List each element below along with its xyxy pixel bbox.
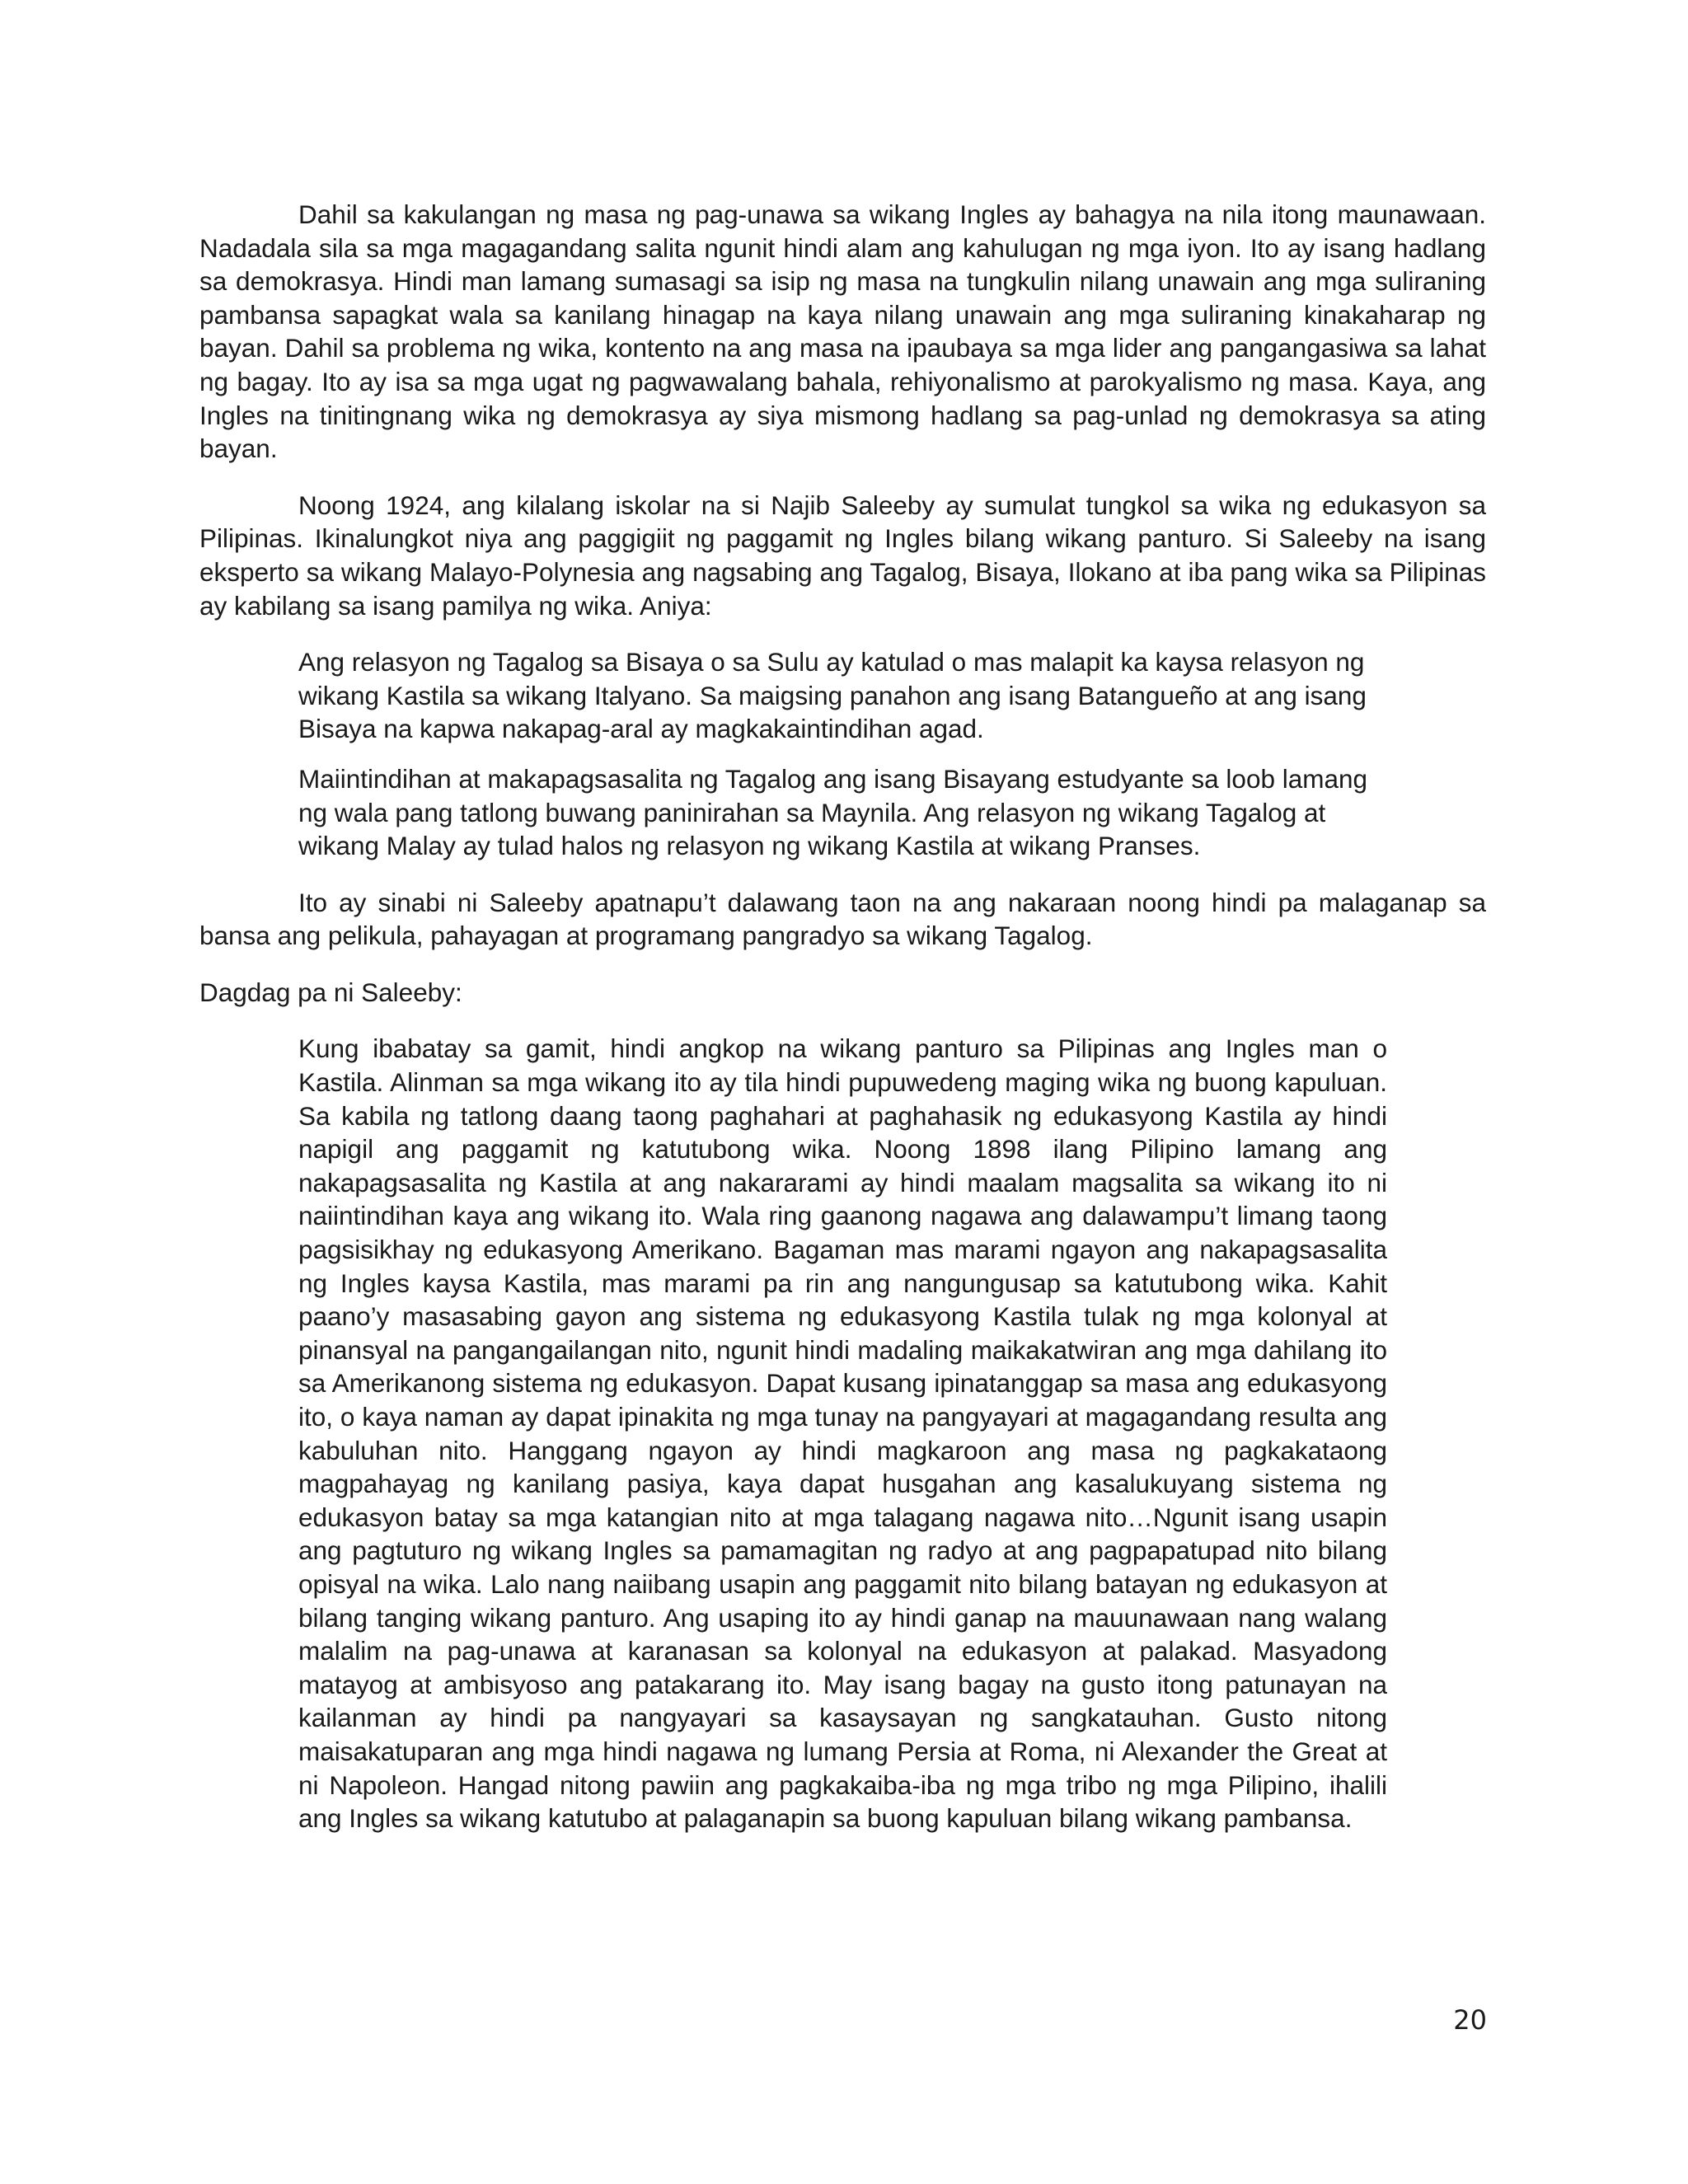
paragraph-2: Noong 1924, ang kilalang iskolar na si Najib Saleeby ay sumulat tungkol sa wika ng edukasyon sa Pilipinas. Ikinalungkot niya ang paggigiit ng paggamit ng Ingles bilang wikang panturo. Si Saleeby na isang eksperto sa wikang Malayo-Polynesia ang nagsabing ang Tagalog, Bisaya, Ilokano at iba pang wika sa Pilipinas ay kabilang sa isang pamilya ng wika. Aniya: <box>199 490 1486 621</box>
paragraph-3: Ito ay sinabi ni Saleeby apatnapu’t dalawang taon na ang nakaraan noong hindi pa malaganap sa bansa ang pelikula, pahayagan at programang pangradyo sa wikang Tagalog. <box>199 887 1486 951</box>
block-quote-1: Ang relasyon ng Tagalog sa Bisaya o sa Sulu ay katulad o mas malapit ka kaysa relasyon ng wikang Kastila sa wikang Italyano. Sa maigsing panahon ang isang Batangueño at ang isang Bisaya na kapwa nakapag-aral ay magkakaintindihan agad. <box>298 647 1367 744</box>
block-quote-3: Kung ibabatay sa gamit, hindi angkop na wikang panturo sa Pilipinas ang Ingles man o Kastila. Alinman sa mga wikang ito ay tila hindi pupuwedeng maging wika ng buong kapuluan. Sa kabila ng tatlong daang taong paghahari at paghahasik ng edukasyong Kastila ay hindi napigil ang paggamit ng katutubong wika. Noong 1898 ilang Pilipino lamang ang nakapagsasalita ng Kastila at ang nakararami ay hindi maalam magsalita sa wikang ito ni naiintindihan kaya ang wikang ito. Wala ring gaanong nagawa ang dalawampu’t limang taong pagsisikhay ng edukasyong Amerikano. Bagaman mas marami ngayon ang nakapagsasalita ng Ingles kaysa Kastila, mas marami pa rin ang nangungusap sa katutubong wika. Kahit paano’y masasabing gayon ang sistema ng edukasyong Kastila tulak ng mga kolonyal at pinansyal na pangangailangan nito, ngunit hindi madaling maikakatwiran ang mga dahilang ito sa Amerikanong sistema ng edukasyon. Dapat kusang ipinatanggap sa masa ang edukasyong ito, o kaya naman ay dapat ipinakita ng mga tunay na pangyayari at magagandang resulta ang kabuluhan nito. Hanggang ngayon ay hindi magkaroon ang masa ng pagkakataong magpahayag ng kanilang pasiya, kaya dapat husgahan ang kasalukuyang sistema ng edukasyon batay sa mga katangian nito at mga talagang nagawa nito…Ngunit isang usapin ang pagtuturo ng wikang Ingles sa pamamagitan ng radyo at ang pagpapatupad nito bilang opisyal na wika. Lalo nang naiibang usapin ang paggamit nito bilang batayan ng edukasyon at bilang tanging wikang panturo. Ang usaping ito ay hindi ganap na mauunawaan nang walang malalim na pag-unawa at karanasan sa kolonyal na edukasyon at palakad. Masyadong matayog at ambisyoso ang patakarang ito. May isang bagay na gusto itong patunayan na kailanman ay hindi pa nangyayari sa kasaysayan ng sangkatauhan. Gusto nitong maisakatuparan ang mga hindi nagawa ng lumang Persia at Roma, ni Alexander the Great at ni Napoleon. Hangad nitong pawiin ang pagkakaiba-iba ng mga tribo ng mga Pilipino, ihalili ang Ingles sa wikang katutubo at palaganapin sa buong kapuluan bilang wikang pambansa. <box>298 1033 1387 1834</box>
document-body <box>199 198 1486 1835</box>
block-quote-2: Maiintindihan at makapagsasalita ng Tagalog ang isang Bisayang estudyante sa loob lamang ng wala pang tatlong buwang paninirahan sa Maynila. Ang relasyon ng wikang Tagalog at wikang Malay ay tulad halos ng relasyon ng wikang Kastila at wikang Pranses. <box>298 763 1368 861</box>
paragraph-1: Dahil sa kakulangan ng masa ng pag-unawa sa wikang Ingles ay bahagya na nila itong maunawaan. Nadadala sila sa mga magagandang salita ngunit hindi alam ang kahulugan ng mga iyon. Ito ay isang hadlang sa demokrasya. Hindi man lamang sumasagi sa isip ng masa na tungkulin nilang unawain ang mga suliraning pambansa sapagkat wala sa kanilang hinagap na kaya nilang unawain ang mga suliraning kinakaharap ng bayan. Dahil sa problema ng wika, kontento na ang masa na ipaubaya sa mga lider ang pangangasiwa sa lahat ng bagay. Ito ay isa sa mga ugat ng pagwawalang bahala, rehiyonalismo at parokyalismo ng masa. Kaya, ang Ingles na tinitingnang wika ng demokrasya ay siya mismong hadlang sa pag-unlad ng demokrasya sa ating bayan. <box>199 199 1486 464</box>
page-number: 20 <box>1453 2004 1487 2036</box>
paragraph-4: Dagdag pa ni Saleeby: <box>199 977 462 1007</box>
